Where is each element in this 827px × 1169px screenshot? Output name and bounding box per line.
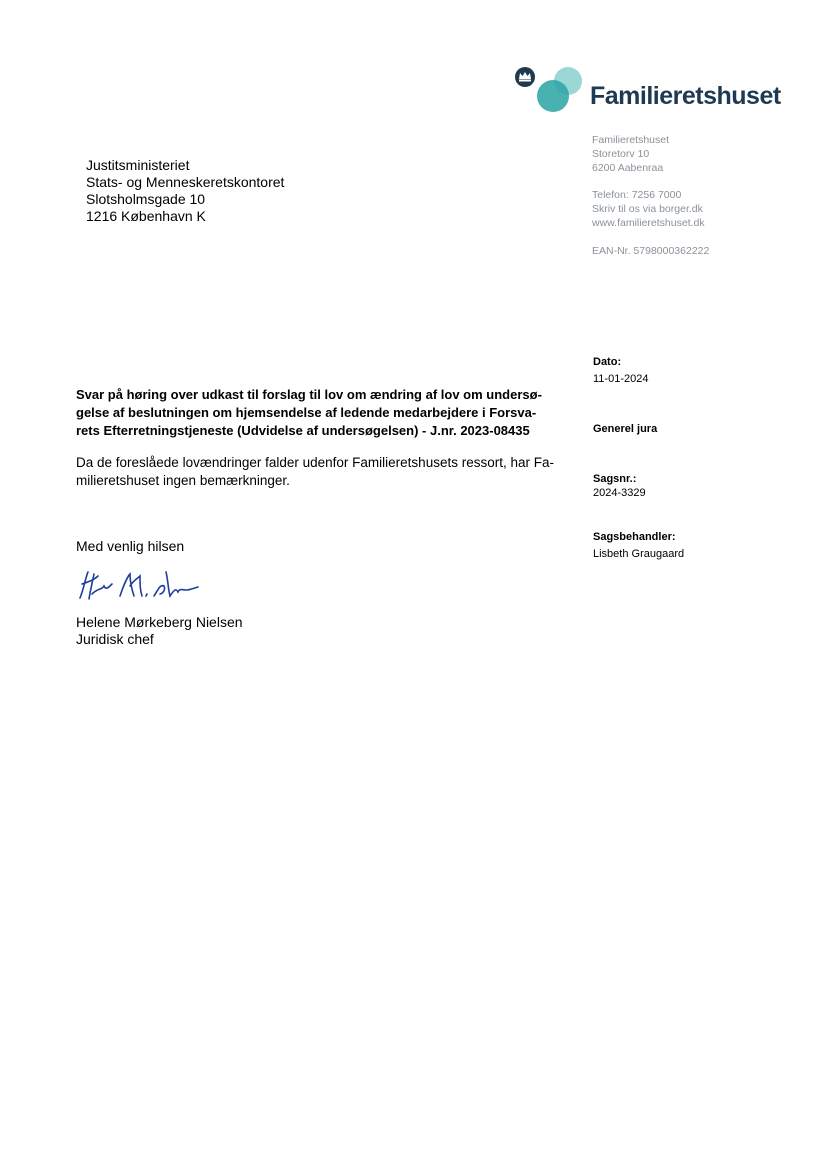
case-handler-label: Sagsbehandler:	[593, 531, 676, 543]
recipient-line: Slotsholmsgade 10	[86, 191, 206, 207]
sender-street: Storetorv 10	[592, 148, 650, 160]
sender-phone: Telefon: 7256 7000	[592, 189, 682, 201]
signer-block	[76, 614, 243, 648]
sender-contact: Skriv til os via borger.dk	[592, 203, 703, 215]
sender-name: Familieretshuset	[592, 134, 670, 146]
company-logo	[512, 66, 782, 116]
subject-line: rets Efterretningstjeneste (Udvidelse af undersøgelsen) - J.nr. 2023-08435	[76, 423, 530, 438]
date-label: Dato:	[593, 356, 622, 368]
subject-line: gelse af beslutningen om hjemsendelse af ledende medarbejdere i Forsva-	[76, 405, 537, 420]
case-handler-value: Lisbeth Graugaard	[593, 548, 685, 560]
recipient-line: Justitsministeriet	[86, 157, 190, 173]
signer-name: Helene Mørkeberg Nielsen	[76, 614, 243, 630]
case-number-label: Sagsnr.:	[593, 473, 637, 485]
subject-line: Svar på høring over udkast til forslag til lov om ændring af lov om undersø-	[76, 387, 542, 402]
recipient-address	[86, 157, 284, 225]
handwritten-signature	[72, 566, 202, 606]
case-number-value: 2024-3329	[593, 487, 646, 499]
logo-wordmark: Familieretshuset	[590, 82, 781, 110]
recipient-line: Stats- og Menneskeretskontoret	[86, 174, 285, 190]
closing-greeting: Med venlig hilsen	[76, 538, 185, 554]
signer-title: Juridisk chef	[76, 631, 154, 647]
body-line: milieretshuset ingen bemærkninger.	[76, 473, 290, 488]
body-line: Da de foreslåede lovændringer falder udenfor Familieretshusets ressort, har Fa-	[76, 455, 554, 470]
letter-subject	[76, 386, 566, 440]
recipient-line: 1216 København K	[86, 208, 206, 224]
sender-ean: EAN-Nr. 5798000362222	[592, 245, 710, 257]
sender-city: 6200 Aabenraa	[592, 162, 664, 174]
logo-mark-icon	[512, 66, 584, 116]
letter-body	[76, 454, 566, 490]
department-label: Generel jura	[593, 423, 658, 435]
sender-website: www.familieretshuset.dk	[592, 217, 705, 229]
date-value: 11-01-2024	[593, 373, 649, 385]
